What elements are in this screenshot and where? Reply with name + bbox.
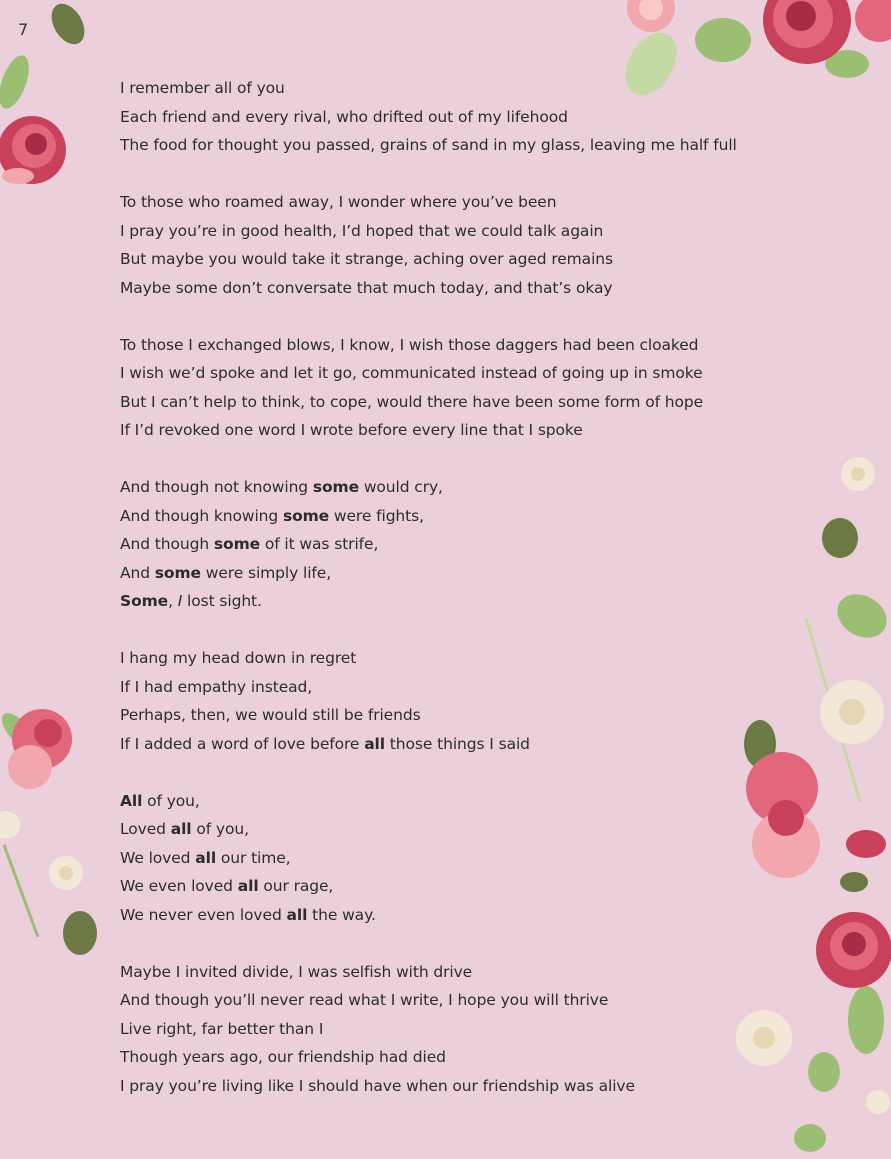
poem-line <box>120 103 800 132</box>
line-text: And <box>120 563 155 582</box>
bold-word: some <box>213 535 261 553</box>
bold-word: all <box>237 877 259 895</box>
line-text: Loved <box>120 820 171 838</box>
stanza <box>120 644 800 758</box>
line-text: Live right, far better than I <box>120 1019 324 1038</box>
poem-line <box>120 416 800 445</box>
line-text: Maybe some don’t conversate that much today, and that’s okay <box>120 278 613 297</box>
poem-line <box>120 872 800 901</box>
line-text: And though you’ll never read what I write, I hope you will thrive <box>120 991 609 1009</box>
poem-line <box>120 74 800 103</box>
poem-line <box>120 986 800 1015</box>
line-text: the way. <box>307 905 376 924</box>
poem-line <box>120 587 800 616</box>
line-text: The food for thought you passed, grains of sand in my glass, leaving me half full <box>120 136 737 154</box>
bold-word: all <box>364 734 385 753</box>
line-text: our rage, <box>258 877 334 895</box>
line-text: We never even loved <box>120 905 287 924</box>
poem-line <box>120 673 800 702</box>
bold-word: all <box>195 848 217 867</box>
bold-word: some <box>312 478 359 496</box>
line-text: We loved <box>120 848 196 867</box>
poem-line <box>120 1015 800 1044</box>
line-text: would cry, <box>359 478 443 496</box>
poem-line <box>120 274 800 303</box>
poem-line <box>120 958 800 987</box>
bold-word: All <box>120 791 143 810</box>
poem-line <box>120 530 800 559</box>
bold-word: Some <box>120 592 169 610</box>
line-text: If I had empathy instead, <box>120 677 313 696</box>
line-text: were simply life, <box>200 563 332 582</box>
poem-line <box>120 1043 800 1072</box>
stanza <box>120 958 800 1101</box>
poem-body <box>120 74 800 1129</box>
poem-line <box>120 815 800 844</box>
line-text: of you, <box>142 791 200 810</box>
line-text: , <box>168 592 178 610</box>
poem-line <box>120 559 800 588</box>
poem-line <box>120 359 800 388</box>
line-text: To those who roamed away, I wonder where you’ve been <box>120 193 557 211</box>
stanza <box>120 331 800 445</box>
line-text: Each friend and every rival, who drifted out of my lifehood <box>120 107 568 126</box>
italic-word: I <box>177 592 183 610</box>
poem-line <box>120 502 800 531</box>
page-number: 7 <box>18 20 29 39</box>
poem-line <box>120 844 800 873</box>
poem-line <box>120 131 800 160</box>
line-text: lost sight. <box>182 592 262 610</box>
poem-line <box>120 701 800 730</box>
line-text: And though not knowing <box>120 478 313 496</box>
line-text: I remember all of you <box>120 79 285 97</box>
line-text: our time, <box>216 848 291 867</box>
poem-line <box>120 388 800 417</box>
line-text: We even loved <box>120 877 238 895</box>
line-text: To those I exchanged blows, I know, I wish those daggers had been cloaked <box>120 335 699 354</box>
line-text: I hang my head down in regret <box>120 649 357 667</box>
poem-line <box>120 730 800 759</box>
line-text: And though <box>120 535 214 553</box>
bold-word: all <box>170 820 192 838</box>
line-text: of it was strife, <box>260 535 379 553</box>
line-text: I wish we’d spoke and let it go, communicated instead of going up in smoke <box>120 364 703 382</box>
floral-decoration-left <box>0 675 110 965</box>
rose-icon <box>0 116 66 184</box>
line-text: those things I said <box>384 734 530 753</box>
line-text: of you, <box>191 820 249 838</box>
line-text: And though knowing <box>120 506 283 525</box>
stanza <box>120 787 800 930</box>
poem-line <box>120 331 800 360</box>
leaf-icon <box>0 0 91 112</box>
stanza <box>120 74 800 160</box>
stanza <box>120 473 800 616</box>
bold-word: some <box>154 563 201 582</box>
bold-word: some <box>282 506 330 525</box>
poem-line <box>120 245 800 274</box>
poem-line <box>120 217 800 246</box>
poem-line <box>120 473 800 502</box>
line-text: Though years ago, our friendship had died <box>120 1048 446 1066</box>
line-text: But maybe you would take it strange, aching over aged remains <box>120 250 613 268</box>
line-text: If I added a word of love before <box>120 734 365 753</box>
poem-line <box>120 188 800 217</box>
poem-line <box>120 787 800 816</box>
line-text: were fights, <box>329 506 424 525</box>
line-text: Maybe I invited divide, I was selfish with drive <box>120 962 473 981</box>
cream-flower-icon <box>0 811 83 890</box>
bold-word: all <box>286 905 308 924</box>
floral-decoration-top-left <box>0 0 100 200</box>
stanza <box>120 188 800 302</box>
poem-line <box>120 1072 800 1101</box>
line-text: I pray you’re living like I should have when our friendship was alive <box>120 1076 635 1095</box>
line-text: If I’d revoked one word I wrote before every line that I spoke <box>120 421 583 439</box>
poem-line <box>120 644 800 673</box>
poem-line <box>120 901 800 930</box>
line-text: Perhaps, then, we would still be friends <box>120 706 421 724</box>
rose-icon <box>816 912 891 988</box>
line-text: But I can’t help to think, to cope, would there have been some form of hope <box>120 392 704 411</box>
line-text: I pray you’re in good health, I’d hoped that we could talk again <box>120 221 604 240</box>
